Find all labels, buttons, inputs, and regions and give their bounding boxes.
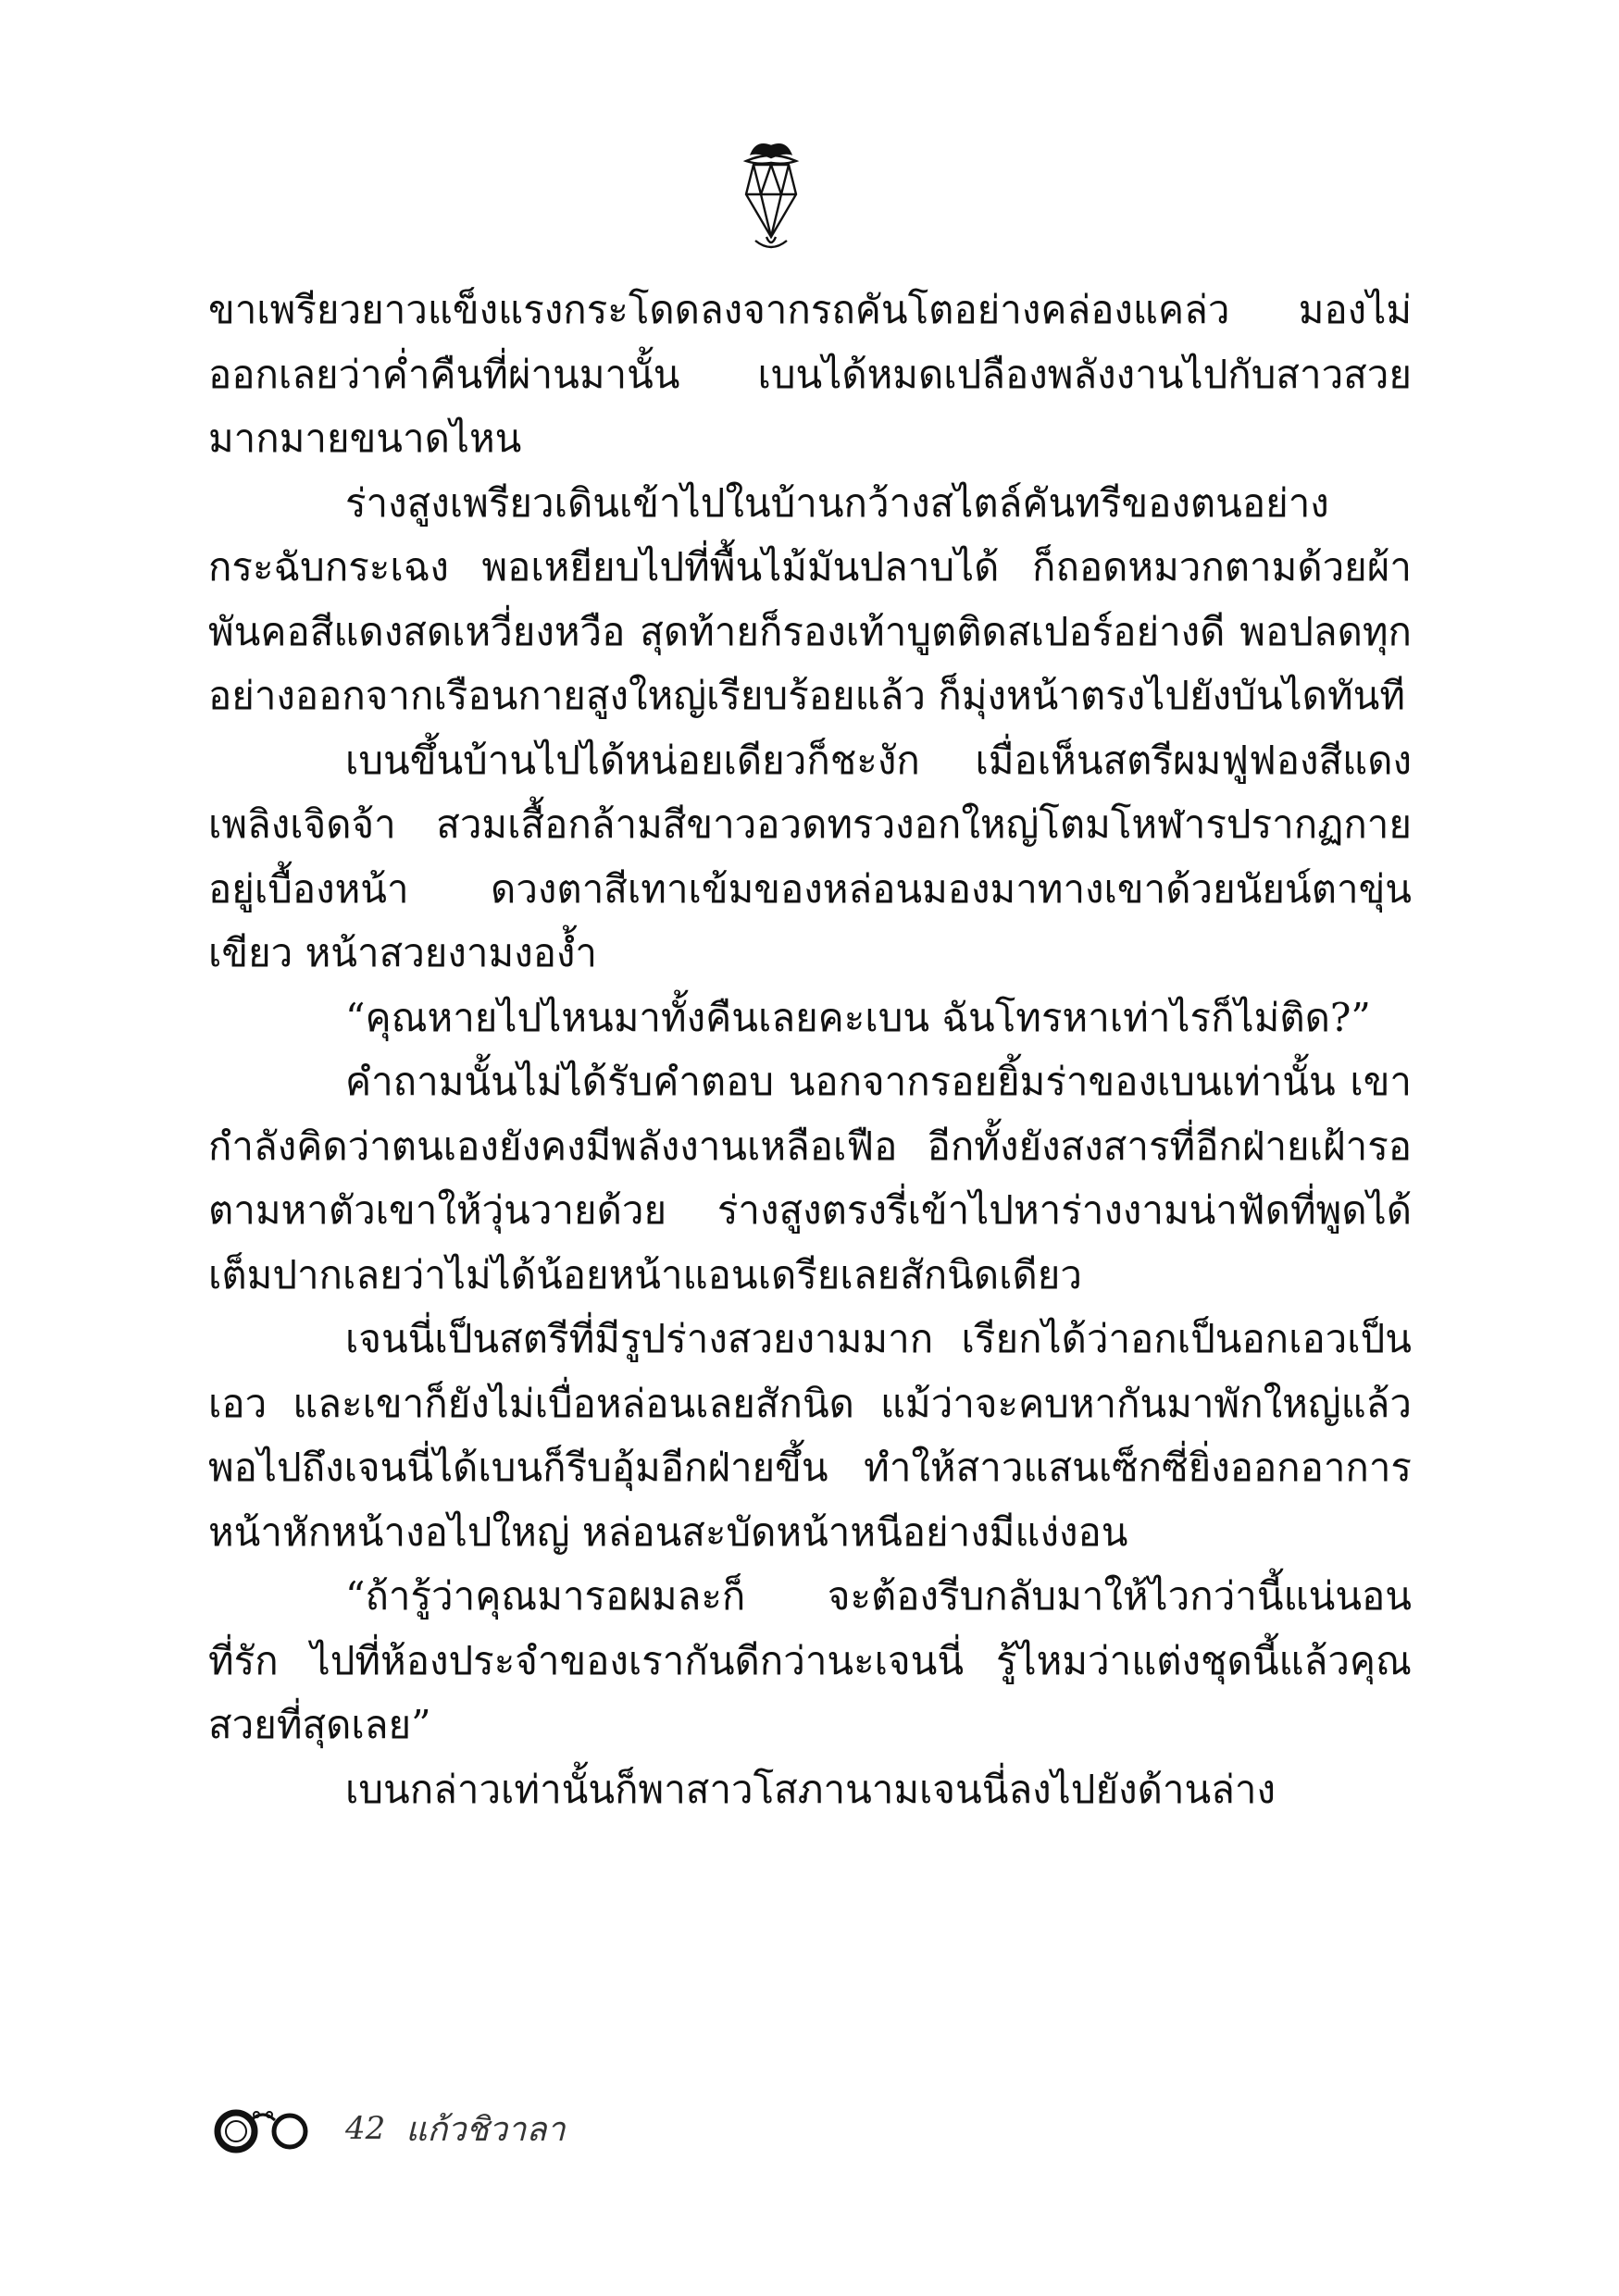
- paragraph: “ถ้ารู้ว่าคุณมารอผมละก็ จะต้องรีบกลับมาให้ไวกว่านี้แน่นอน ที่รัก ไปที่ห้องประจำของเรากันดีกว่านะเจนนี่ รู้ไหมว่าแต่งชุดนี้แล้วคุณสวยที่สุดเลย”: [208, 1573, 1412, 1747]
- ornamental-lantern-icon: [739, 137, 803, 252]
- paragraph: เบนกล่าวเท่านั้นก็พาสาวโสภานามเจนนี่ลงไปยังด้านล่าง: [345, 1766, 1276, 1812]
- book-title: แก้วชิวาลา: [405, 2110, 566, 2149]
- paragraph: ร่างสูงเพรียวเดินเข้าไปในบ้านกว้างสไตล์คันทรีของตนอย่างกระฉับกระเฉง พอเหยียบไปที่พื้นไม้มันปลาบได้ ก็ถอดหมวกตามด้วยผ้าพันคอสีแดงสดเหวี่ยงหวือ สุดท้ายก็รองเท้าบูตติดสเปอร์อย่างดี พอปลดทุกอย่างออกจากเรือนกายสูงใหญ่เรียบร้อยแล้ว ก็มุ่งหน้าตรงไปยังบันไดทันที: [208, 479, 1412, 718]
- handcuffs-icon: [208, 2102, 318, 2155]
- paragraph: คำถามนั้นไม่ได้รับคำตอบ นอกจากรอยยิ้มร่าของเบนเท่านั้น เขากำลังคิดว่าตนเองยังคงมีพลังงานเหลือเฟือ อีกทั้งยังสงสารที่อีกฝ่ายเฝ้ารอตามหาตัวเขาให้วุ่นวายด้วย ร่างสูงตรงรี่เข้าไปหาร่างงามน่าฟัดที่พูดได้เต็มปากเลยว่าไม่ได้น้อยหน้าแอนเดรียเลยสักนิดเดียว: [208, 1059, 1412, 1297]
- body-text: [208, 278, 1412, 1821]
- page-number: 42: [345, 2110, 386, 2147]
- paragraph: ขาเพรียวยาวแข็งแรงกระโดดลงจากรถคันโตอย่างคล่องแคล่ว มองไม่ออกเลยว่าค่ำคืนที่ผ่านมานั้น เบนได้หมดเปลืองพลังงานไปกับสาวสวยมากมายขนาดไหน: [208, 287, 1412, 461]
- page-footer: [208, 2101, 566, 2156]
- paragraph: เจนนี่เป็นสตรีที่มีรูปร่างสวยงามมาก เรียกได้ว่าอกเป็นอกเอวเป็นเอว และเขาก็ยังไม่เบื่อหล่อนเลยสักนิด แม้ว่าจะคบหากันมาพักใหญ่แล้ว พอไปถึงเจนนี่ได้เบนก็รีบอุ้มอีกฝ่ายขึ้น ทำให้สาวแสนเซ็กซี่ยิ่งออกอาการหน้าหักหน้างอไปใหญ่ หล่อนสะบัดหน้าหนีอย่างมีแง่งอน: [208, 1316, 1412, 1555]
- paragraph: เบนขึ้นบ้านไปได้หน่อยเดียวก็ชะงัก เมื่อเห็นสตรีผมฟูฟองสีแดงเพลิงเจิดจ้า สวมเสื้อกล้ามสีขาวอวดทรวงอกใหญ่โตมโหฬารปรากฏกายอยู่เบื้องหน้า ดวงตาสีเทาเข้มของหล่อนมองมาทางเขาด้วยนัยน์ตาขุ่นเขียว หน้าสวยงามงอง้ำ: [208, 737, 1412, 975]
- paragraph: “คุณหายไปไหนมาทั้งคืนเลยคะเบน ฉันโทรหาเท่าไรก็ไม่ติด?”: [345, 994, 1371, 1040]
